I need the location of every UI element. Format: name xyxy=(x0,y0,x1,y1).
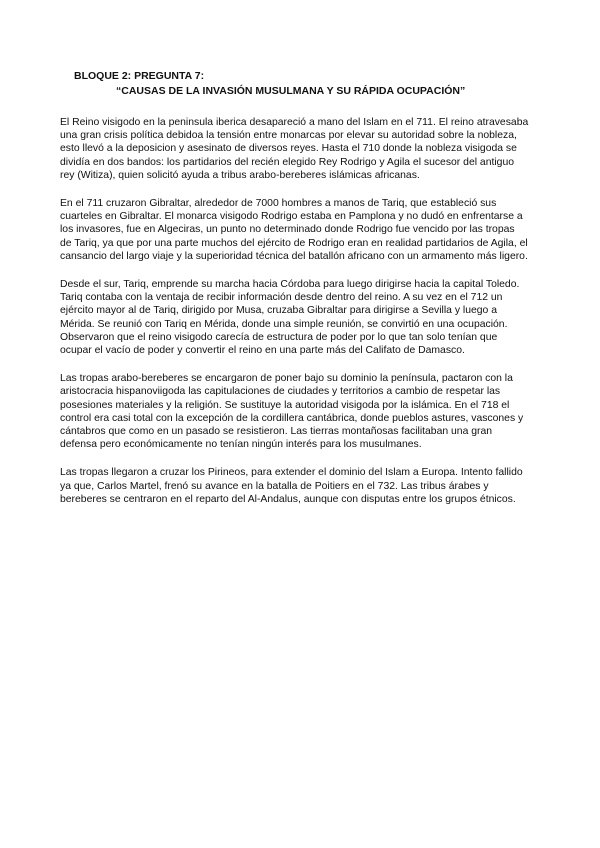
text-line: bereberes se centraron en el reparto del Al-Andalus, aunque con disputas entre los grupos étnicos. xyxy=(60,493,516,505)
text-line: Las tropas arabo-bereberes se encargaron de poner bajo su dominio la península, pactaron con la xyxy=(60,373,513,385)
paragraph-3 xyxy=(60,278,542,357)
text-line: defensa pero económicamente no tenían ningún interés para los musulmanes. xyxy=(60,439,422,451)
text-line: cántabros que como en un pasado se resistieron. Las tierras montañosas facilitaban una gran xyxy=(60,426,493,438)
paragraph-5 xyxy=(60,466,542,506)
text-line: dividía en dos bandos: los partidarios del recién elegido Rey Rodrigo y Agila el sucesor del antiguo xyxy=(60,156,515,168)
text-line: esto llevó a la deposicion y asesinato de diversos reyes. Hasta el 710 donde la nobleza visigoda se xyxy=(60,143,517,155)
text-line: cuarteles en Gibraltar. El monarca visigodo Rodrigo estaba en Pamplona y no dudó en enfrentarse a xyxy=(60,211,523,223)
paragraph-2 xyxy=(60,197,542,263)
text-line: cansancio del largo viaje y la superioridad técnica del batallón africano con un armamento más ligero. xyxy=(60,250,528,262)
text-line: Mérida. Se reunió con Tariq en Mérida, donde una simple reunión, se convirtió en una ocupación. xyxy=(60,318,508,330)
text-line: aristocracia hispanoviigoda las capitulaciones de ciudades y territorios a cambio de respetar las xyxy=(60,386,501,398)
text-line: Tariq contaba con la ventaja de recibir información desde dentro del reino. A su vez en el 712 un xyxy=(60,292,503,304)
text-line: Desde el sur, Tariq, emprende su marcha hacia Córdoba para luego dirigirse hacia la capital Toledo. xyxy=(60,279,520,291)
text-line: rey (Witiza), quien solicitó ayuda a tribus arabo-bereberes islámicas africanas. xyxy=(60,169,420,181)
text-line: Las tropas llegaron a cruzar los Pirineos, para extender el dominio del Islam a Europa. Intento fallido xyxy=(60,467,523,479)
text-line: Observaron que el reino visigodo carecía de estructura de poder por lo que tan solo tenían que xyxy=(60,331,498,343)
paragraph-1 xyxy=(60,116,542,182)
document-title: “CAUSAS DE LA INVASIÓN MUSULMANA Y SU RÁPIDA OCUPACIÓN” xyxy=(116,85,466,97)
text-line: ejército mayor al de Tariq, dirigido por Musa, cruzaba Gibraltar para dirigirse a Sevilla y luego a xyxy=(60,305,497,317)
paragraph-4 xyxy=(60,372,542,451)
text-line: los invasores, fue en Algeciras, un punto no determinado donde Rodrigo fue vencido por las tropas xyxy=(60,224,515,236)
document-body xyxy=(60,116,542,521)
text-line: El Reino visigodo en la peninsula iberica desapareció a mano del Islam en el 711. El reino atravesaba xyxy=(60,117,529,128)
text-line: una gran crisis política debidoa la tensión entre monarcas por elevar su autoridad sobre la nobleza, xyxy=(60,130,517,142)
text-line: ocupar el vacío de poder y convertir el reino en una parte más del Califato de Damasco. xyxy=(60,345,465,357)
text-line: de Tariq, ya que por una parte muchos del ejército de Rodrigo eran en realidad partidarios de Agila, el xyxy=(60,237,528,249)
block-question-label: BLOQUE 2: PREGUNTA 7: xyxy=(74,70,205,82)
text-line: En el 711 cruzaron Gibraltar, alrededor de 7000 hombres a manos de Tariq, que estableció sus xyxy=(60,198,497,210)
text-line: ya que, Carlos Martel, frenó su avance en la batalla de Poitiers en el 732. Las tribus árabes y xyxy=(60,480,489,492)
text-line: posesiones materiales y la religión. Se sustituye la autoridad visigoda por la islámica. En el 718 el xyxy=(60,399,510,411)
text-line: control era casi total con la excepción de la cordillera cantábrica, donde pueblos astures, vascones y xyxy=(60,412,524,424)
